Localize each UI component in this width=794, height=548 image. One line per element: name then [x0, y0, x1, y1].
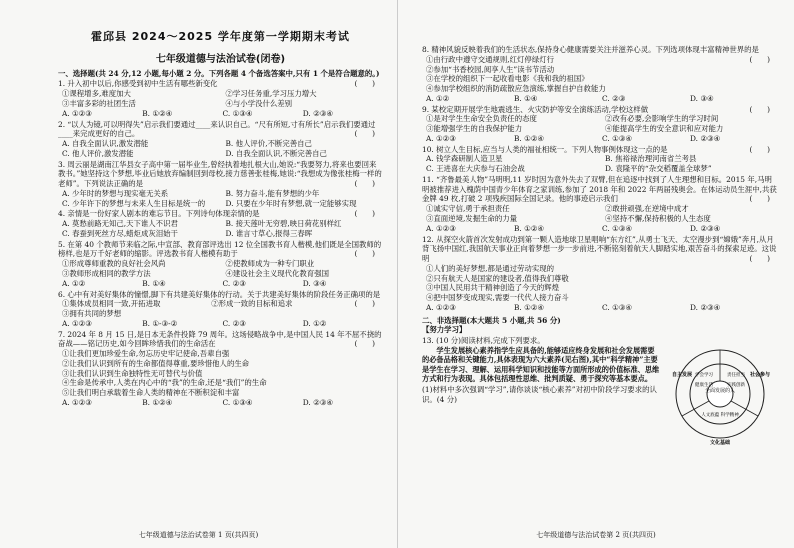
question-12-stem: 12. 从探空火箭首次发射成功到第一颗人造地球卫星唱响“东方红”,从勇士飞天、太空漫步到“嫦娥”奔月,从月背飞扬中国红,我国航天事业正向着梦想一步一步前进,不断铭刻着航天人脚踏实地,艰苦奋斗的探索足迹。这说明 — [422, 234, 777, 264]
option: C. 春蚕到死丝方尽,蜡炬成灰泪始干 — [62, 228, 178, 238]
question-5-answer-slot: ( ) — [354, 249, 375, 259]
diagram-inner-label: 学会学习 — [695, 372, 713, 378]
choice: C. ②③ — [602, 93, 626, 103]
question-13-stem: 13. (10 分)阅读材料,完成下列要求。 — [422, 336, 545, 346]
option: ①形成尊师重教的良好社会风尚 — [62, 259, 166, 269]
section-two-heading: 二、非选择题(本大题共 5 小题,共 56 分) — [422, 315, 561, 325]
core-literacy-diagram — [664, 346, 776, 446]
question-7-options — [58, 349, 383, 398]
question-6-stem: 6. 心中有对美好集体的憧憬,脚下有共建美好集体的行动。关于共建美好集体的阶段任务正确项的是 — [58, 289, 381, 299]
question-12-answer-slot: ( ) — [749, 254, 770, 264]
option: ②参加“书香校园,阅享人生”读书节活动 — [426, 64, 555, 74]
choice: D. ②③④ — [302, 397, 333, 407]
question-9-stem: 9. 某校定期开展学生地震逃生、火灾防护等安全演练活动,学校这样做 — [422, 104, 649, 114]
question-11-choices — [422, 224, 778, 234]
option: ④能提高学生的安全意识和应对能力 — [605, 124, 724, 134]
question-10-stem: 10. 树立人生目标,应当与人类的福祉相统一。下列人物事例体现这一点的是 — [422, 144, 668, 154]
option: C. 他人评价,激发潜能 — [62, 148, 134, 158]
question-5 — [58, 240, 383, 260]
question-2-options — [58, 139, 383, 159]
choice: A. ①②③ — [62, 318, 92, 328]
option: A. 莫愁前路无知己,天下谁人不识君 — [62, 219, 178, 229]
option: ①集体成员相同一致,开拓进取 — [62, 299, 161, 309]
question-3-stem: 3. 周云丽是湖南江华县女子高中第一届毕业生,曾经执着地扎根大山,她说:“我要努力,将来也要回来教书。”她坚持这个梦想,毕业后她放弃编制回到母校,接力慈善张桂梅,她说:“我想成为像张桂梅一样的老师”。下列说法正确的是 — [58, 159, 382, 189]
option: ③在学校的组织下一起收看电影《我和我的祖国》 — [426, 74, 589, 84]
question-4-answer-slot: ( ) — [354, 209, 375, 219]
core-literacy-diagram-svg — [664, 346, 776, 446]
question-13-material-column — [422, 346, 660, 446]
choice: D. ③④ — [690, 93, 714, 103]
diagram-outer-left-label: 自主发展 — [671, 371, 693, 378]
question-6-choices — [58, 319, 383, 329]
question-1 — [58, 79, 383, 89]
question-9-options — [422, 114, 778, 134]
question-11-stem: 11. “齐鲁最美人物”马明明,11 岁时因为意外失去了双臂,但在追逐中找到了人生理想和目标。2015 年,马明明被推荐进入槐荫中国青少年体育之家训练,参加了 2018 年和 2022 年两届残奥会。在体运动员生涯中,共获金牌 49 枚,打破 2 项残疾国际全国记录。他的事迹启示我们 — [422, 174, 777, 204]
choice: A. ①②③ — [62, 397, 92, 407]
question-10 — [422, 145, 778, 155]
option: ③让我们认识到生命独特性无可替代与价值 — [62, 368, 203, 378]
question-11-answer-slot: ( ) — [749, 194, 770, 204]
choice: C. ②③ — [222, 278, 246, 288]
question-8-stem: 8. 精神风貌反映着我们的生活状态,保持身心健康需要关注并滋养心灵。下列选项体现丰富精神世界的是 — [422, 45, 759, 54]
question-10-options — [422, 154, 778, 174]
choice: B. ①④ — [514, 93, 538, 103]
diagram-outer-right-label: 社会参与 — [749, 371, 771, 378]
choice: A. ①②③ — [426, 302, 456, 312]
option: ③中国人民用共干精神创造了今天的辉煌 — [426, 283, 560, 293]
option: B. 焦裕禄治理河南省兰考县 — [605, 154, 697, 164]
choice: B. ①②④ — [514, 223, 545, 233]
question-9-answer-slot: ( ) — [749, 104, 770, 114]
option: ③能增强学生的自我保护能力 — [426, 124, 523, 134]
option: ④建设社会主义现代化教育强国 — [225, 269, 329, 279]
question-9 — [422, 105, 778, 115]
option: ③丰富多彩的社团生活 — [62, 99, 136, 108]
question-11 — [422, 175, 778, 204]
option: C. 王进喜在大庆参与石油会战 — [426, 164, 525, 174]
question-11-options — [422, 204, 778, 224]
choice: C. ①③④ — [222, 108, 253, 118]
question-6-answer-slot: ( ) — [354, 299, 375, 309]
question-1-choices — [58, 109, 383, 119]
question-8-answer-slot: ( ) — [749, 54, 770, 64]
option: ②学习任务重,学习压力增大 — [225, 89, 317, 99]
choice: B. ①②④ — [142, 397, 173, 407]
question-7-answer-slot: ( ) — [354, 339, 375, 349]
option: D. 只要在少年时有梦想,就一定能够实现 — [225, 198, 357, 208]
option: D. 谁言寸草心,报得三春晖 — [225, 228, 313, 238]
choice: B. ①-③-② — [142, 318, 178, 328]
choice: B. ①④ — [142, 278, 166, 288]
diagram-bottom-inner-label: 人文底蕴 科学精神 — [701, 412, 739, 418]
option: ①人们的美好梦想,都是通过劳动实现的 — [426, 263, 554, 273]
question-2-stem: 2. “以人为镜,可以明得失”启示我们要通过____来认识自己。“尺有所短,寸有所长”启示我们要通过____来完成更好的自己。 — [58, 119, 376, 139]
choice: A. ①②③ — [426, 223, 456, 233]
question-7-choices — [58, 398, 383, 408]
choice: B. ①②④ — [142, 108, 173, 118]
option: B. 他人评价,不断完善自己 — [225, 139, 312, 149]
option: ④参加学校组织的消防疏散应急演练,掌握自护自救能力 — [426, 84, 606, 94]
option: ③教师形成相同的教学方法 — [62, 269, 151, 279]
option: ④与小学没什么差别 — [225, 99, 293, 108]
effort-heading: 【努力学习】 — [422, 325, 467, 335]
choice: D. ②③④ — [690, 223, 721, 233]
option: ②敢拼顽强,在逆境中成才 — [605, 204, 689, 214]
diagram-inner-label: 实践创新 — [727, 382, 745, 388]
question-6-options — [58, 299, 354, 319]
option: ②让我们认识到所有的生命都值得尊重,要珍惜他人的生命 — [62, 358, 250, 368]
question-10-answer-slot: ( ) — [749, 144, 770, 154]
question-4-options — [58, 219, 383, 239]
section-one-heading: 一、选择题(共 24 分,12 小题,每小题 2 分。下列各题 4 个备选答案中,只有 1 个是符合题意的。) — [58, 68, 380, 78]
question-2-answer-slot: ( ) — [354, 129, 375, 139]
option: B. 努力奋斗,能有梦想的少年 — [225, 188, 320, 198]
option: D. 自我全面认识,不断完善自己 — [225, 148, 327, 158]
question-7-stem: 7. 2024 年 8 月 15 日,是日本无条件投降 79 周年。这场侵略战争中,是中国人民 14 年不屈不挠的奋战——铭记历史,如今回眸珍惜我们的生命活在 — [58, 329, 382, 349]
question-12-options — [422, 264, 778, 303]
question-9-choices — [422, 134, 778, 144]
question-5-choices — [58, 279, 383, 289]
question-3 — [58, 160, 383, 189]
question-13-material-block — [422, 346, 778, 446]
choice: A. ①② — [426, 93, 450, 103]
option: B. 接天莲叶无穷碧,映日荷花别样红 — [225, 219, 342, 229]
choice: D. ①② — [302, 318, 327, 328]
choice: C. ①③④ — [602, 223, 632, 233]
question-5-stem: 5. 在第 40 个教师节来临之际,中宣部、教育部评选出 12 位全国教书育人楷模,他们既是全国教师的榜样,也是万千好老师的缩影。评选教书育人楷模有助于 — [58, 239, 382, 259]
choice: D. ③④ — [302, 278, 327, 288]
choice: D. ②③④ — [302, 108, 333, 118]
choice: C. ②③ — [222, 318, 246, 328]
exam-subtitle: 七年级道德与法治试卷(闭卷) — [155, 53, 286, 65]
question-13-material: 学生发展核心素养指学生应具备的,能够适应终身发展和社会发展需要的必备品格和关键能力,具体表现为六大素养(见右图),其中“科学精神”主要是学生在学习、理解、运用科学知识和技能等方面所形成的价值标准、思维方式和行为表现。具体包括理性思维、批判质疑、勇于探究等基本要点。 — [422, 345, 660, 384]
option: D. 袁隆平的“杂交稻覆盖全球梦” — [605, 164, 712, 174]
question-4 — [58, 209, 383, 219]
page-two-footer: 七年级道德与法治试卷第 2 页(共四页) — [536, 530, 656, 539]
option: A. 少年时的梦想与现实毫无关系 — [62, 188, 169, 198]
diagram-inner-label: 健康生活 — [695, 382, 713, 388]
option: A. 钱学森研制人造卫星 — [426, 154, 503, 164]
option: ②只有航天人是国家的建设者,值得我们尊敬 — [426, 273, 569, 283]
choice: C. ①③④ — [222, 397, 253, 407]
question-3-options — [58, 189, 383, 209]
choice: C. ①③④ — [602, 133, 632, 143]
question-1-stem: 1. 升入初中以后,你感受到初中生活有哪些新变化 — [58, 79, 218, 89]
diagram-inner-label: 责任担当 — [727, 372, 745, 378]
choice: A. ①②③ — [62, 108, 92, 118]
option: ③直面逆境,发掘生命的力量 — [426, 214, 518, 224]
option: ③拥有共同的梦想 — [62, 309, 122, 319]
choice: B. ①②④ — [514, 133, 545, 143]
option: ②改有必要,会影响学生的学习时间 — [605, 114, 719, 124]
question-12-choices — [422, 303, 778, 313]
option: ④把中国梦变成现实,需要一代代人接力奋斗 — [426, 293, 569, 303]
choice: A. ①② — [62, 278, 86, 288]
choice: D. ②③④ — [690, 133, 721, 143]
option: ①由行政中遵守交通规则,红灯停绿灯行 — [426, 54, 554, 64]
option: ①是对学生生命安全负责任的态度 — [426, 114, 537, 124]
question-5-options — [58, 259, 383, 279]
question-12 — [422, 235, 778, 264]
option: C. 少年许下的梦想与未来人生目标是统一的 — [62, 198, 206, 208]
choice: A. ①②③ — [426, 133, 456, 143]
option: ①诚实守信,勇于承担责任 — [426, 204, 510, 214]
question-3-answer-slot: ( ) — [354, 179, 375, 189]
question-2 — [58, 120, 383, 140]
question-8-options — [422, 55, 778, 94]
choice: C. ①③④ — [602, 302, 632, 312]
option: ④坚持不懈,保持积极的人生态度 — [605, 214, 711, 224]
page-one-footer: 七年级道德与法治试卷第 1 页(共四页) — [138, 530, 259, 539]
question-1-answer-slot: ( ) — [354, 79, 375, 89]
question-13-part-1: (1)材料中多次强调“学习”,请你谈谈“核心素养”对初中阶段学习要求的认识。(4 分) — [422, 384, 657, 404]
page-two — [397, 0, 794, 548]
option: ②形成一致的目标和追求 — [211, 299, 293, 309]
question-1-options — [58, 89, 383, 109]
option: A. 自我全面认识,激发潜能 — [62, 139, 149, 149]
option: ⑤让我们明白承载着生命人类的精神在不断积淀和丰富 — [62, 388, 240, 398]
option: ①课程增多,难度加大 — [62, 89, 131, 99]
diagram-bottom-label: 文化基础 — [709, 439, 731, 446]
question-7 — [58, 330, 383, 350]
option: ②使教师成为一种专门职业 — [225, 259, 315, 269]
exam-title: 霍邱县 2024～2025 学年度第一学期期末考试 — [91, 30, 350, 43]
option: ①让我们更加珍爱生命,勿忘历史牢记使命,吾辈自强 — [62, 349, 230, 359]
choice: B. ①②④ — [514, 302, 545, 312]
question-8-choices — [422, 94, 778, 104]
diagram-center-label: 全面发展的人 — [704, 387, 736, 394]
option: ④生命是传承中,人类在内心中的“我”的生命,还是“我们”的生命 — [62, 378, 267, 388]
question-4-stem: 4. 亲情是一份好家人剧本的难忘节目。下列诗句体现亲情的是 — [58, 209, 260, 219]
choice: D. ②③④ — [690, 302, 721, 312]
